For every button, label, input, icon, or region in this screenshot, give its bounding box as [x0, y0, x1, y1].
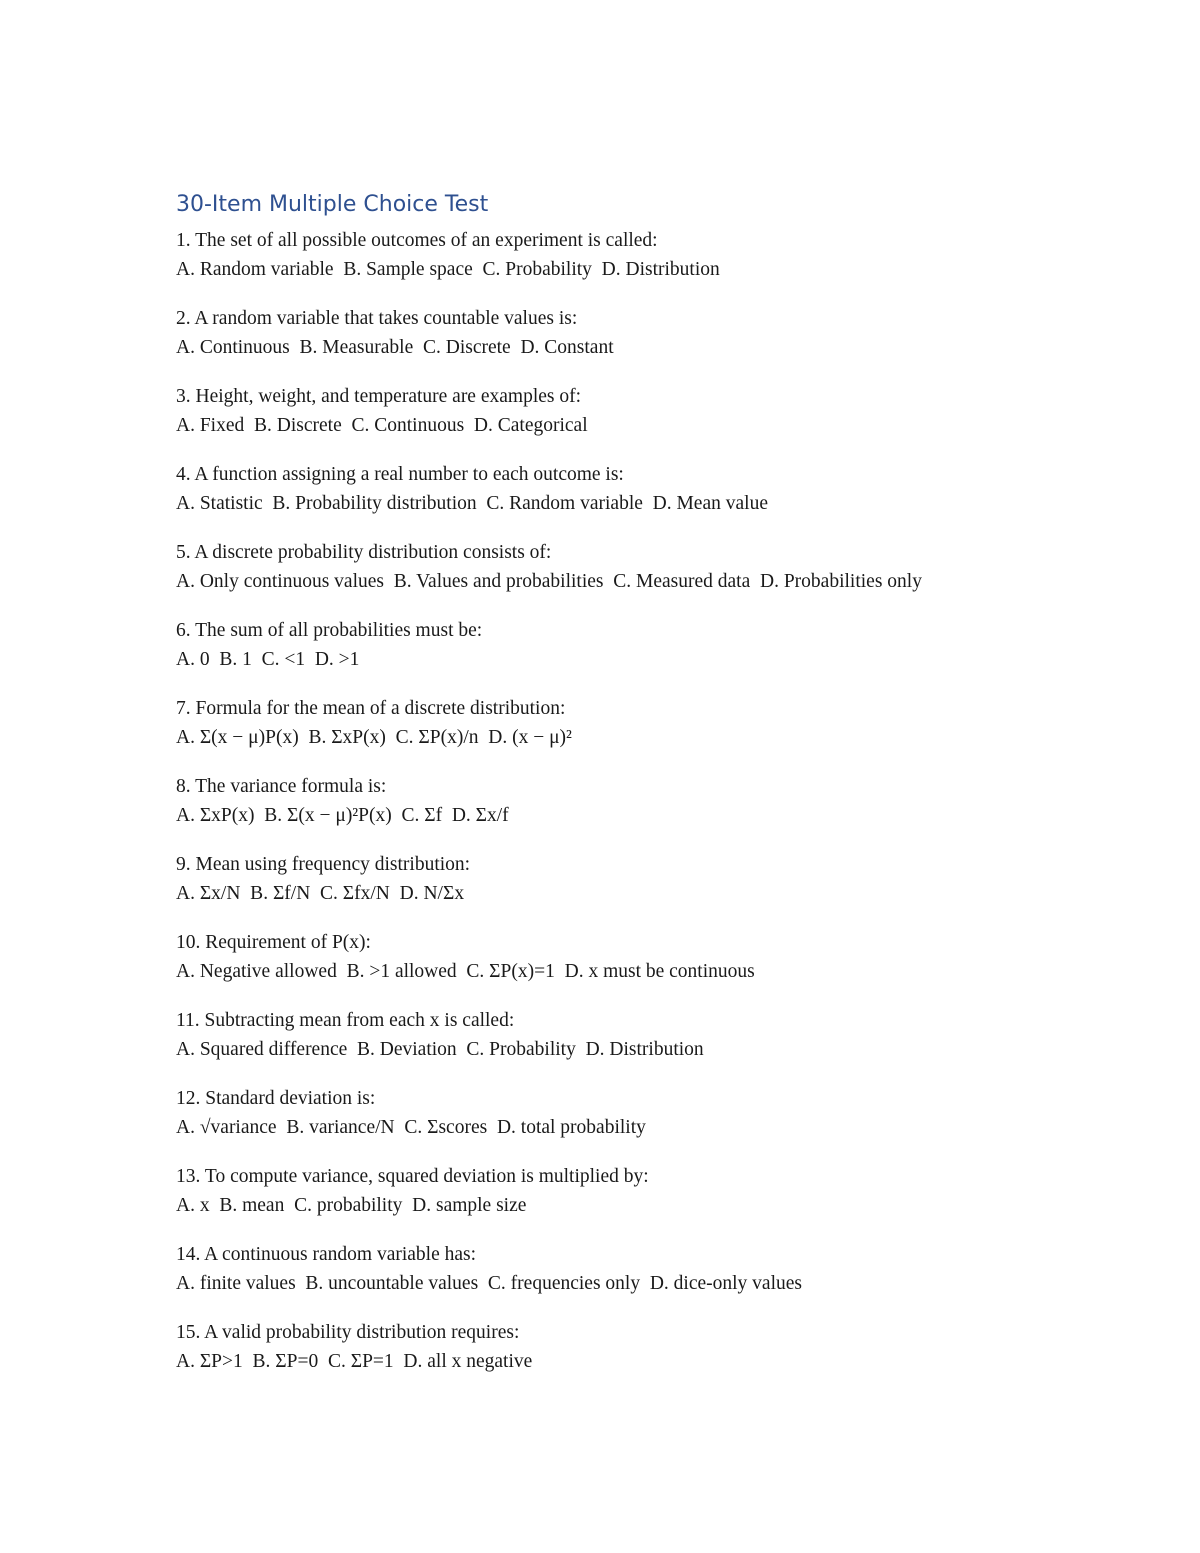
- question-stem: 12. Standard deviation is:: [176, 1088, 376, 1109]
- question-options: A. Σ(x − μ)P(x) B. ΣxP(x) C. ΣP(x)/n D. (x − μ)²: [176, 727, 572, 748]
- question-stem: 2. A random variable that takes countable values is:: [176, 308, 578, 329]
- question-options: A. x B. mean C. probability D. sample size: [176, 1195, 527, 1216]
- question-stem: 15. A valid probability distribution requires:: [176, 1322, 520, 1343]
- question-options: A. finite values B. uncountable values C. frequencies only D. dice-only values: [176, 1273, 802, 1294]
- question-stem: 14. A continuous random variable has:: [176, 1244, 477, 1265]
- question-options: A. Fixed B. Discrete C. Continuous D. Categorical: [176, 415, 588, 436]
- question-options: A. ΣP>1 B. ΣP=0 C. ΣP=1 D. all x negative: [176, 1351, 533, 1372]
- question-options: A. Continuous B. Measurable C. Discrete D. Constant: [176, 337, 614, 358]
- question-options: A. Random variable B. Sample space C. Probability D. Distribution: [176, 259, 720, 280]
- page-title: 30-Item Multiple Choice Test: [176, 192, 489, 217]
- question-options: A. Squared difference B. Deviation C. Probability D. Distribution: [176, 1039, 704, 1060]
- question-item: [176, 616, 1016, 674]
- question-item: [176, 1240, 1016, 1298]
- question-options: A. √variance B. variance/N C. Σscores D. total probability: [176, 1117, 646, 1138]
- question-item: [176, 772, 1016, 830]
- question-options: A. Statistic B. Probability distribution C. Random variable D. Mean value: [176, 493, 768, 514]
- question-item: [176, 1162, 1016, 1220]
- question-item: [176, 1006, 1016, 1064]
- question-item: [176, 928, 1016, 986]
- question-stem: 3. Height, weight, and temperature are examples of:: [176, 386, 582, 407]
- question-stem: 10. Requirement of P(x):: [176, 932, 371, 953]
- question-options: A. 0 B. 1 C. <1 D. >1: [176, 649, 360, 670]
- question-item: [176, 538, 1016, 596]
- question-stem: 4. A function assigning a real number to each outcome is:: [176, 464, 624, 485]
- question-stem: 7. Formula for the mean of a discrete distribution:: [176, 698, 566, 719]
- question-item: [176, 850, 1016, 908]
- question-stem: 11. Subtracting mean from each x is called:: [176, 1010, 515, 1031]
- question-item: [176, 304, 1016, 362]
- question-options: A. Only continuous values B. Values and probabilities C. Measured data D. Probabilities only: [176, 571, 922, 592]
- question-stem: 6. The sum of all probabilities must be:: [176, 620, 483, 641]
- question-stem: 8. The variance formula is:: [176, 776, 387, 797]
- question-options: A. Negative allowed B. >1 allowed C. ΣP(x)=1 D. x must be continuous: [176, 961, 755, 982]
- document-body: [176, 190, 1016, 1396]
- question-options: A. ΣxP(x) B. Σ(x − μ)²P(x) C. Σf D. Σx/f: [176, 805, 509, 826]
- question-item: [176, 382, 1016, 440]
- question-item: [176, 1084, 1016, 1142]
- question-stem: 13. To compute variance, squared deviation is multiplied by:: [176, 1166, 649, 1187]
- question-stem: 5. A discrete probability distribution consists of:: [176, 542, 552, 563]
- question-item: [176, 694, 1016, 752]
- question-item: [176, 460, 1016, 518]
- question-item: [176, 1318, 1016, 1376]
- question-stem: 9. Mean using frequency distribution:: [176, 854, 471, 875]
- question-stem: 1. The set of all possible outcomes of an experiment is called:: [176, 230, 658, 251]
- question-options: A. Σx/N B. Σf/N C. Σfx/N D. N/Σx: [176, 883, 465, 904]
- question-item: [176, 226, 1016, 284]
